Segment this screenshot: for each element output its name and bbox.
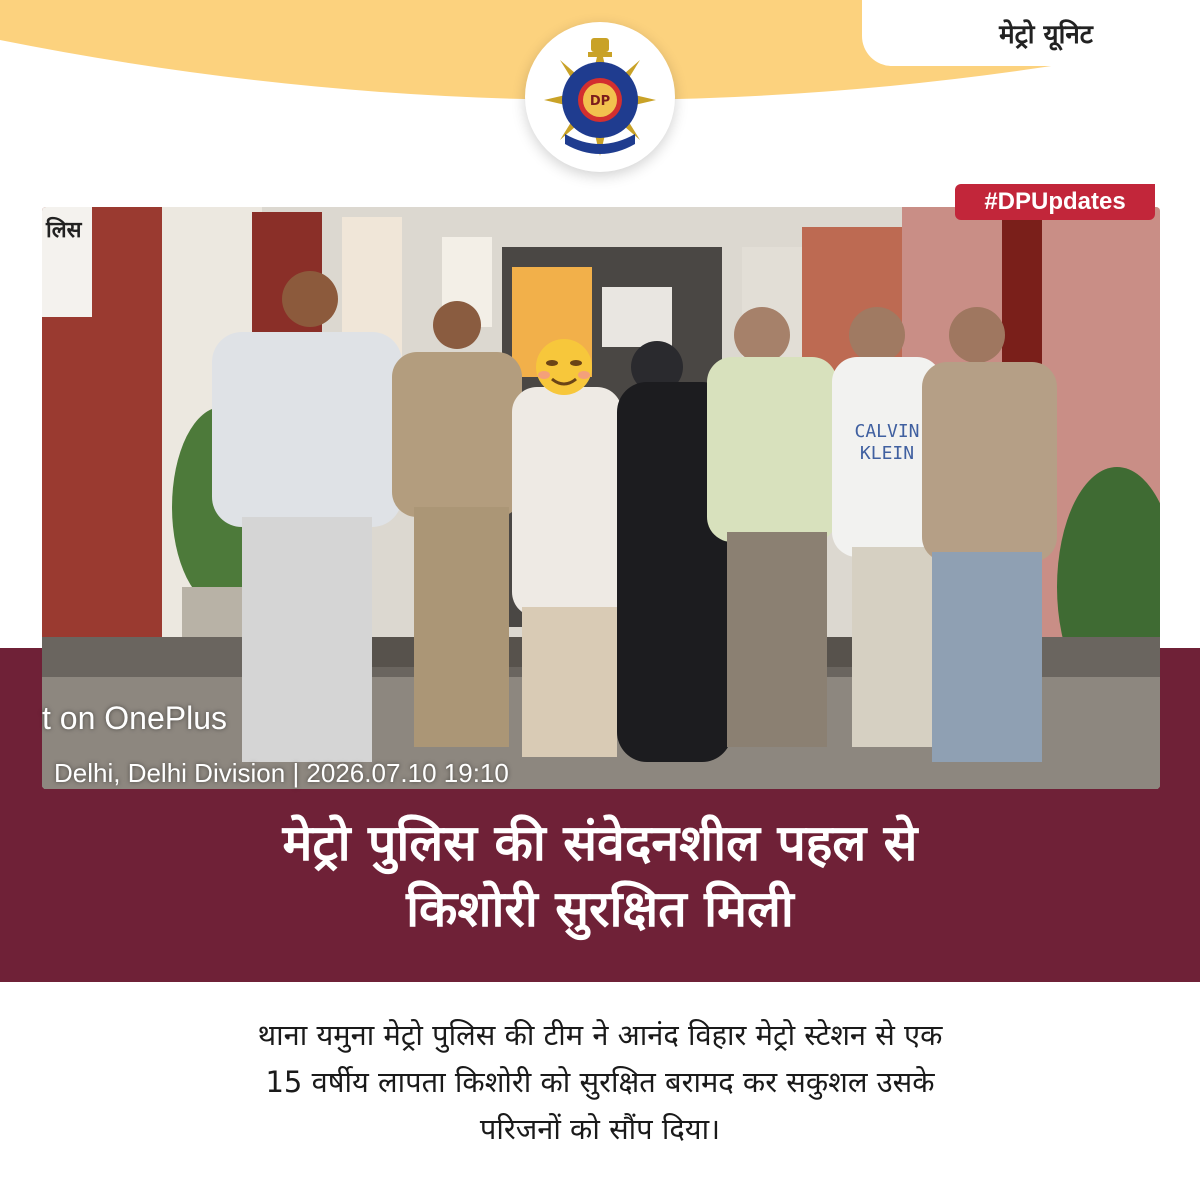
body-line-3: परिजनों को सौंप दिया। bbox=[479, 1112, 721, 1146]
sign-text: लिस bbox=[46, 218, 82, 243]
headline-line-1: मेट्रो पुलिस की संवेदनशील पहल से bbox=[282, 814, 918, 872]
watermark-datetime: 2026.07.10 19:10 bbox=[306, 758, 509, 788]
body-line-2: 15 वर्षीय लापता किशोरी को सुरक्षित बरामद कर सकुशल उसके bbox=[265, 1065, 935, 1099]
headline bbox=[0, 810, 1200, 942]
unit-tab bbox=[862, 0, 1200, 66]
tshirt-text-2: KLEIN bbox=[859, 443, 915, 464]
svg-text:DP: DP bbox=[589, 94, 611, 109]
camera-watermark-device: t on OnePlus bbox=[42, 700, 227, 736]
camera-watermark-location bbox=[54, 758, 509, 789]
body-text bbox=[100, 1012, 1100, 1153]
headline-line-2: किशोरी सुरक्षित मिली bbox=[406, 880, 794, 938]
unit-label: मेट्रो यूनिट bbox=[999, 20, 1093, 50]
body-line-1: थाना यमुना मेट्रो पुलिस की टीम ने आनंद विहार मेट्रो स्टेशन से एक bbox=[257, 1018, 943, 1052]
watermark-separator: | bbox=[292, 758, 307, 788]
tshirt-text-1: CALVIN bbox=[854, 421, 920, 442]
dpupdates-tag: #DPUpdates bbox=[955, 184, 1155, 220]
smiling-face-emoji-icon bbox=[536, 339, 592, 395]
delhi-police-emblem-icon bbox=[525, 22, 675, 172]
watermark-location: Delhi, Delhi Division bbox=[54, 758, 286, 788]
